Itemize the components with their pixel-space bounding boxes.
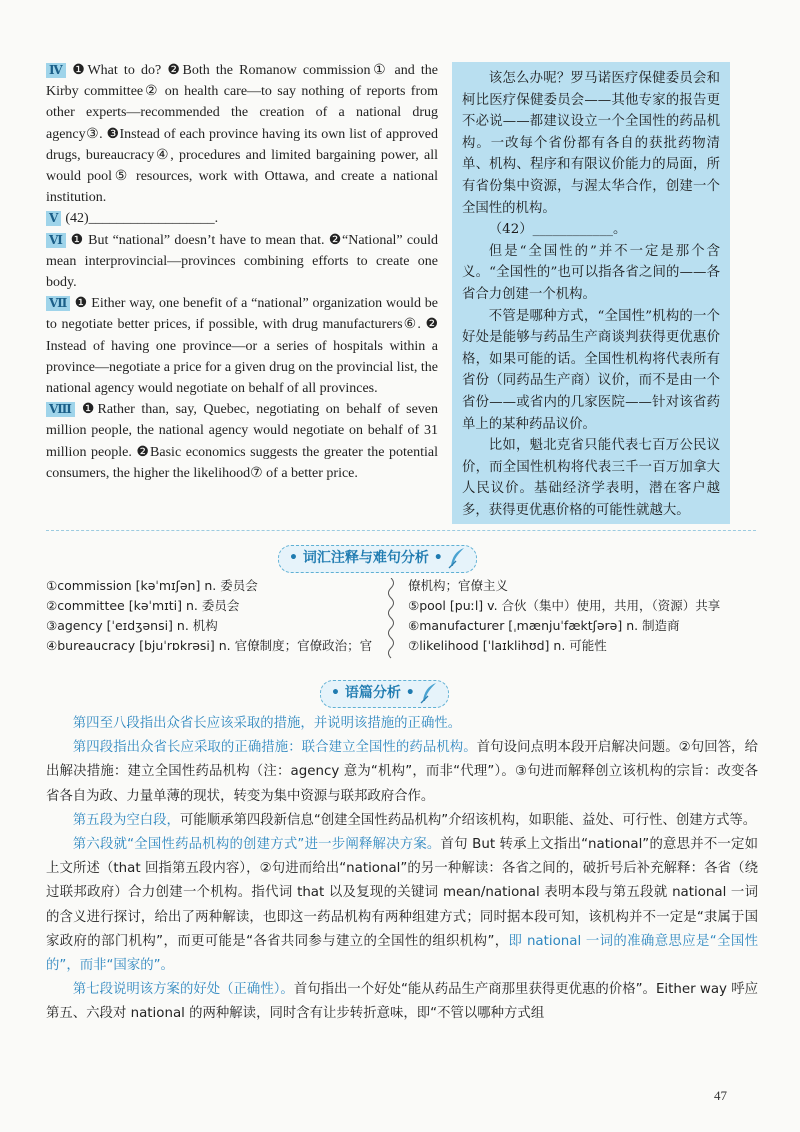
paragraph-text: ❶ Either way, one benefit of a “national” organization would be to negotiate better prices, if possible, with drug manufacturers⑥. ❷ Instead of having one province—or a series of hospitals within a province—negotiate a price for a given drug on the provincial list, the national agency would negotiate on behalf of all provinces.	[46, 296, 438, 397]
analysis-text: 可能顺承第四段新信息“创建全国性药品机构”介绍该机构，如职能、益处、可行性、创建方式等。	[179, 812, 757, 828]
analysis-highlight: 第四段指出众省长应采取的正确措施：联合建立全国性的药品机构。	[72, 740, 477, 756]
vocab-item: ⑥manufacturer [ˌmænjuˈfæktʃərə] n. 制造商	[408, 618, 680, 633]
page-number: 47	[714, 1088, 727, 1103]
paragraph-number: Ⅴ	[46, 211, 61, 226]
vocab-item: ④bureaucracy [bjuˈrɒkrəsi] n. 官僚制度；官僚政治；官	[46, 638, 373, 653]
analysis-highlight: 第六段就“全国性药品机构的创建方式”进一步阐释解决方案。	[72, 837, 441, 853]
analysis-text: 首句 But 转承上文指出“national”的意思并不一定如上文所述（that 回指第五段内容），②句进而给出“national”的另一种解读：各省之间的，破折号后补充解释：各省（绕过联邦政府）合力创建一个机构。指代词 that 以及复现的关键词 mean/national 表明本段与第五段就 national 一词的含义进行探讨，给出了两种解读，也即这一药品机构有两种组建方式；同时据本段可知，该机构并不一定是“隶属于国家政府的部门机构”，而更可能是“各省共同参与建立的全国性的组织机构”，	[46, 837, 758, 949]
analysis-paragraph	[46, 978, 758, 1026]
paragraph-number: Ⅶ	[46, 296, 70, 311]
paragraph-number: Ⅳ	[46, 63, 66, 78]
section-divider	[46, 530, 756, 531]
english-passage	[46, 60, 438, 484]
paragraph-text: ❶ But “national” doesn’t have to mean that. ❷“National” could mean interprovincial—provinces combining efforts to create one body.	[46, 232, 438, 291]
vocab-heading	[278, 545, 477, 573]
vocab-item: ⑦likelihood [ˈlaɪklihʊd] n. 可能性	[408, 638, 607, 653]
analysis-text: 首句设问点明本段开启解决问题。②句回答，给出解决措施：建立全国性药品机构（注：agency 意为“机构”，而非“代理”）。③句进而解释创立该机构的宗旨：改变各省各自为政、力量单薄的现状，转变为集中资源与联邦政府合作。	[46, 740, 758, 804]
wavy-divider	[384, 578, 398, 660]
translation-paragraph: 比如，魁北克省只能代表七百万公民议价，而全国性机构将代表三千一百万加拿大人民议价。基础经济学表明，潜在客户越多，获得更优惠价格的可能性就越大。	[462, 438, 720, 518]
paragraph-8	[46, 399, 438, 484]
vocab-column-right	[408, 576, 758, 656]
translation-paragraph: 不管是哪种方式，“全国性”机构的一个好处是能够与药品生产商谈判获得更优惠价格，如果可能的话。全国性机构将代表所有省份（同药品生产商）议价，而不是由一个省份——或省内的几家医院——针对该省药单上的某种药品议价。	[462, 308, 720, 432]
translation-paragraph: （42）____________。	[488, 222, 627, 238]
analysis-highlight: 第五段为空白段，	[72, 812, 180, 828]
paragraph-number: Ⅵ	[46, 233, 66, 248]
vocab-item: ①commission [kəˈmɪʃən] n. 委员会	[46, 578, 258, 593]
translation-paragraph: 但是“全国性的”并不一定是那个含义。“全国性的”也可以指各省之间的——各省合力创建一个机构。	[462, 243, 720, 302]
quill-icon	[420, 682, 438, 704]
vocab-item: ⑤pool [puːl] v. 合伙（集中）使用，共用，（资源）共享	[408, 598, 721, 613]
paragraph-5	[46, 208, 438, 229]
analysis-highlight: 即 national 一词的准确意思应是“全国性的”，而非“国家的”。	[46, 933, 759, 974]
paragraph-number: Ⅷ	[46, 402, 75, 417]
vocab-item: 僚机构；官僚主义	[408, 578, 509, 593]
vocab-item: ③agency [ˈeɪdʒənsi] n. 机构	[46, 618, 218, 633]
analysis-paragraph	[46, 833, 758, 978]
paragraph-7	[46, 293, 438, 399]
paragraph-text: (42)__________________.	[65, 211, 219, 227]
paragraph-text: ❶What to do? ❷Both the Romanow commission① and the Kirby committee② on health care—to say nothing of reports from other experts—recommended the creation of a national drug agency③. ❸Instead of each province having its own list of approved drugs, bureaucracy④, procedures and limited bargaining power, all would pool⑤ resources, work with Ottawa, and create a national institution.	[46, 63, 438, 206]
paragraph-text: ❶Rather than, say, Quebec, negotiating on behalf of seven million people, the national agency would negotiate on behalf of 31 million people. ❷Basic economics suggests the greater the potential consumers, the higher the likelihood⑦ of a better price.	[46, 402, 438, 481]
quill-icon	[448, 547, 466, 569]
analysis-heading-text: • 语篇分析 •	[331, 685, 415, 701]
analysis-highlight: 第七段说明该方案的好处（正确性）。	[72, 982, 294, 998]
vocab-column-left	[46, 576, 376, 656]
translation-paragraph: 该怎么办呢？罗马诺医疗保健委员会和柯比医疗保健委员会——其他专家的报告更不必说——都建议设立一个全国性的药品机构。一改每个省份都有各自的获批药物清单、机构、程序和有限议价能力的局面，所有省份集中资源，与渥太华合作，创建一个全国性的机构。	[462, 71, 720, 216]
analysis-paragraph	[46, 736, 758, 809]
chinese-translation-box	[452, 62, 730, 524]
analysis-paragraph	[46, 712, 758, 736]
vocab-item: ②committee [kəˈmɪti] n. 委员会	[46, 598, 240, 613]
analysis-summary: 第四至八段指出众省长应该采取的措施，并说明该措施的正确性。	[72, 716, 462, 731]
paragraph-4	[46, 60, 438, 208]
paragraph-6	[46, 230, 438, 294]
discourse-analysis	[46, 712, 758, 1027]
vocab-heading-text: • 词汇注释与难句分析 •	[289, 550, 443, 566]
analysis-text: 首句指出一个好处“能从药品生产商那里获得更优惠的价格”。Either way 呼应第五、六段对 national 的两种解读，同时含有让步转折意味，即“不管以哪种方式组	[46, 982, 758, 1022]
analysis-heading	[320, 680, 449, 708]
analysis-paragraph	[46, 809, 758, 833]
